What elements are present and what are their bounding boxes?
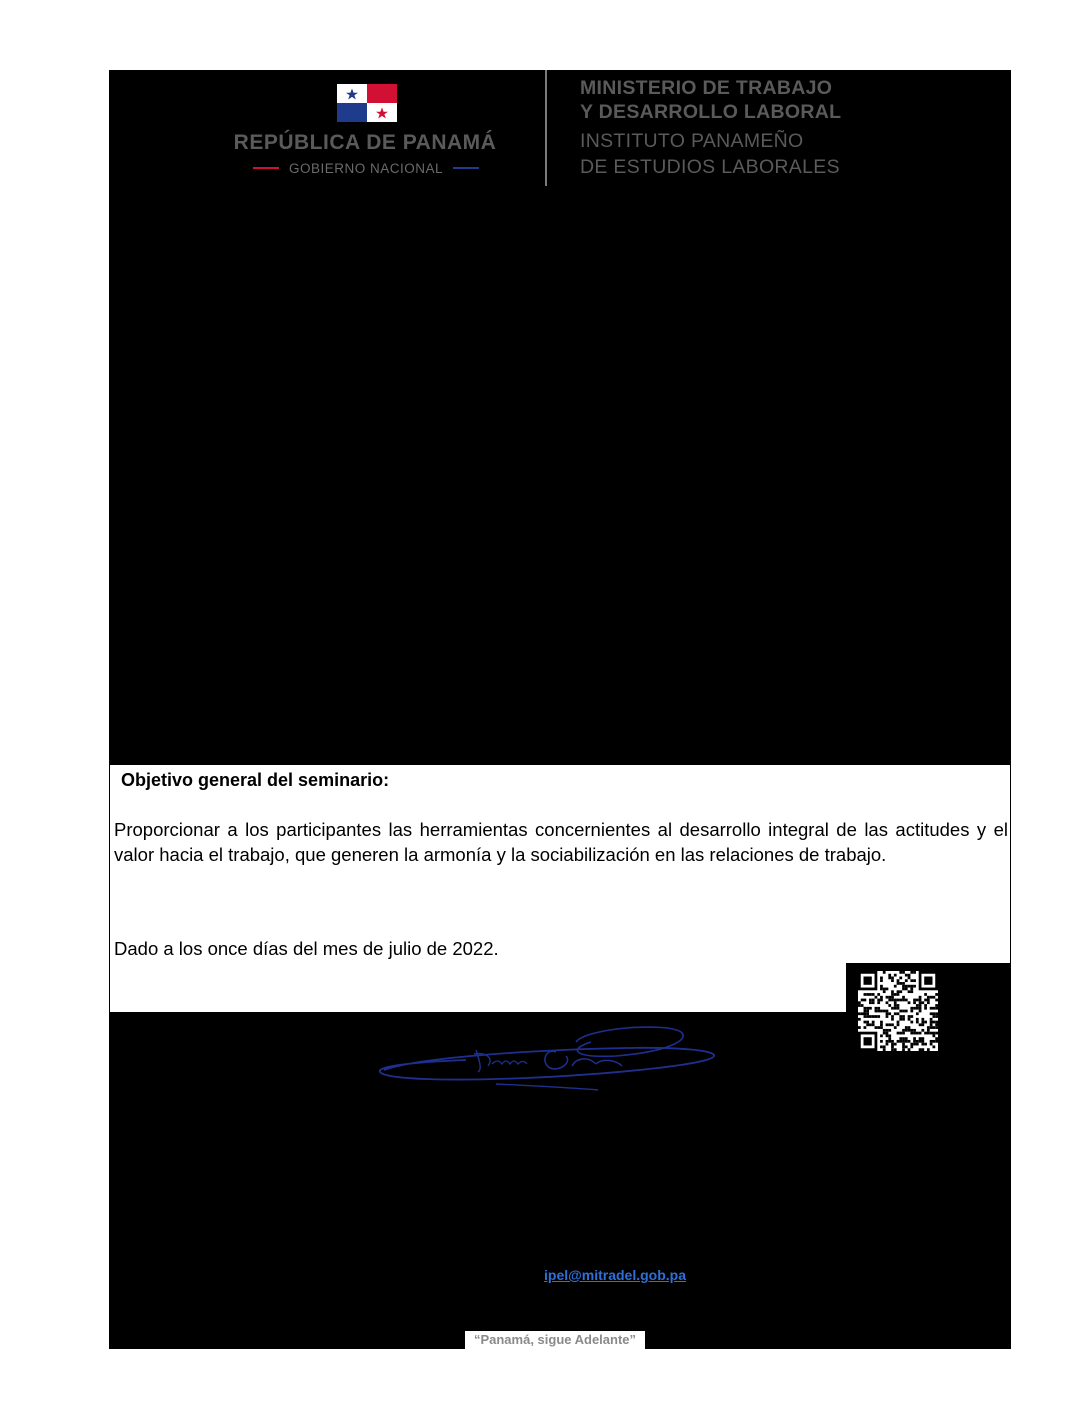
blue-rule bbox=[453, 167, 479, 169]
ministry-line-2: Y DESARROLLO LABORAL bbox=[580, 101, 842, 123]
handwritten-signature bbox=[376, 1022, 721, 1094]
institute-line-2: DE ESTUDIOS LABORALES bbox=[580, 156, 840, 178]
government-label: GOBIERNO NACIONAL bbox=[288, 160, 444, 176]
republic-title: REPÚBLICA DE PANAMÁ bbox=[233, 131, 497, 154]
header-divider bbox=[545, 70, 547, 186]
government-label-row bbox=[240, 159, 492, 177]
ministry-line-1: MINISTERIO DE TRABAJO bbox=[580, 77, 833, 99]
qr-code-icon bbox=[858, 971, 938, 1051]
ministry-block bbox=[580, 76, 900, 180]
date-line: Dado a los once días del mes de julio de 2022. bbox=[114, 938, 499, 959]
objective-paragraph: Proporcionar a los participantes las herramientas concernientes al desarrollo integral de las actitudes y el valor hacia el trabajo, que generen la armonía y la sociabilización en las relaciones de trabajo. bbox=[114, 819, 1008, 865]
institute-line-1: INSTITUTO PANAMEÑO bbox=[580, 130, 804, 152]
panama-flag-icon bbox=[337, 84, 397, 122]
red-rule bbox=[253, 167, 279, 169]
slogan: “Panamá, sigue Adelante” bbox=[465, 1331, 645, 1349]
section-heading: Objetivo general del seminario: bbox=[121, 770, 390, 790]
email-link[interactable]: ipel@mitradel.gob.pa bbox=[544, 1267, 687, 1283]
